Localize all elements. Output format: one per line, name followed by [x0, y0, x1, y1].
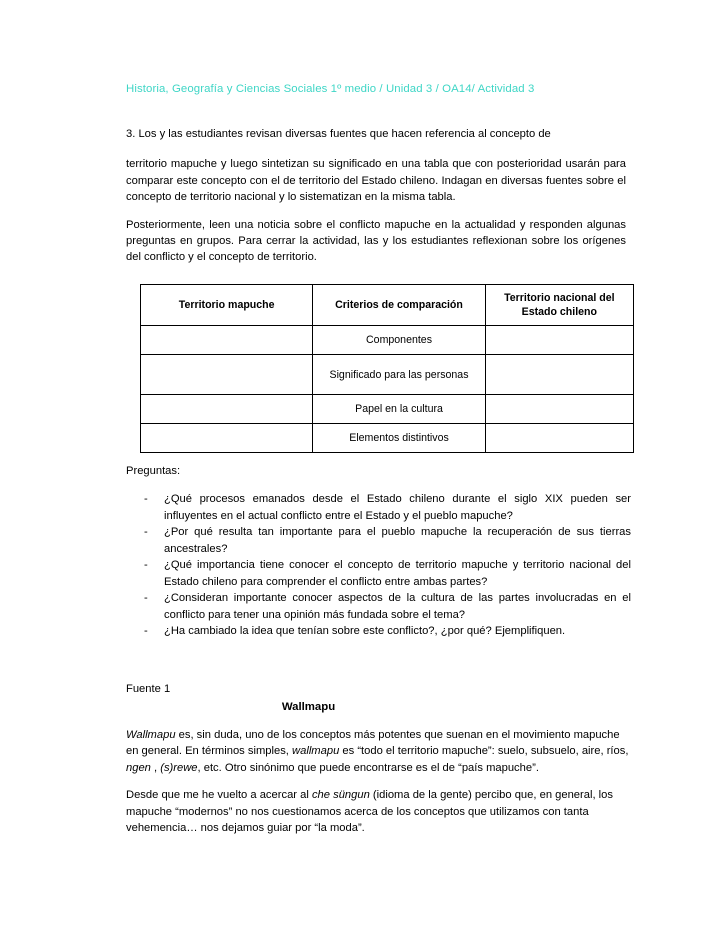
table-cell-left-significado[interactable] [141, 355, 313, 395]
bullet-dash-icon: - [144, 493, 148, 505]
question-text: ¿Qué procesos emanados desde el Estado chileno durante el siglo XIX pueden ser influyentes en el actual conflicto entre el Estado y el pueblo mapuche? [164, 493, 631, 522]
bullet-dash-icon: - [144, 625, 148, 637]
table-cell-criteria-papel: Papel en la cultura [313, 395, 485, 424]
list-item [126, 623, 631, 640]
comparison-table [140, 284, 634, 453]
source-text: Desde que me he vuelto a acercar al [126, 789, 312, 802]
table-cell-right-elementos[interactable] [485, 424, 633, 453]
source-text: es, sin duda, uno de los conceptos más potentes que suenan en el movimiento mapuche en general. En términos simples, [126, 729, 620, 758]
list-item [126, 590, 631, 623]
bullet-dash-icon: - [144, 592, 148, 604]
table-row [141, 424, 634, 453]
questions-section [126, 463, 631, 640]
questions-list [126, 491, 631, 640]
term-wallmapu-lower: wallmapu [292, 745, 340, 758]
table-cell-criteria-significado: Significado para las personas [313, 355, 485, 395]
document-header-breadcrumb: Historia, Geografía y Ciencias Sociales 1º medio / Unidad 3 / OA14/ Actividad 3 [126, 83, 535, 95]
term-che-sungun: che süngun [311, 789, 370, 802]
table-cell-left-elementos[interactable] [141, 424, 313, 453]
question-text: ¿Ha cambiado la idea que tenían sobre este conflicto?, ¿por qué? Ejemplifiquen. [164, 625, 566, 637]
list-item [126, 557, 631, 590]
table-cell-criteria-componentes: Componentes [313, 326, 485, 355]
term-srewe: (s)rewe [160, 761, 198, 774]
table-cell-right-significado[interactable] [485, 355, 633, 395]
term-ngen: ngen [126, 761, 151, 774]
list-item [126, 524, 631, 557]
table-cell-left-papel[interactable] [141, 395, 313, 424]
source-label: Fuente 1 [126, 683, 171, 695]
source-text: es “todo el territorio mapuche”: suelo, subsuelo, aire, ríos, [339, 745, 629, 758]
table-cell-right-papel[interactable] [485, 395, 633, 424]
intro-paragraph-2: territorio mapuche y luego sintetizan su significado en una tabla que con posterioridad usarán para comparar este concepto con el de territorio del Estado chileno. Indagan en diversas fuentes sobre el concepto de territorio nacional y lo sistematizan en la misma tabla. [126, 158, 626, 204]
question-text: ¿Consideran importante conocer aspectos de la cultura de las partes involucradas en el conflicto para tener una opinión más fundada sobre el tema? [164, 592, 631, 621]
comparison-table-container [140, 284, 634, 453]
table-cell-left-componentes[interactable] [141, 326, 313, 355]
source-text: (idioma de la gente) percibo que, en general, los mapuche “modernos” no nos cuestionamos acerca de los conceptos que utilizamos con tanta vehemencia… nos dejamos guiar por “la moda”. [126, 789, 613, 835]
source-text: , [150, 761, 161, 774]
table-row [141, 326, 634, 355]
term-wallmapu: Wallmapu [126, 729, 176, 741]
source-paragraph-1 [126, 727, 631, 776]
intro-paragraph-3: Posteriormente, leen una noticia sobre el conflicto mapuche en la actualidad y responden algunas preguntas en grupos. Para cerrar la actividad, las y los estudiantes reflexionan sobre los orígenes del conflicto y el concepto de territorio. [126, 218, 626, 264]
table-row [141, 355, 634, 395]
table-cell-criteria-elementos: Elementos distintivos [313, 424, 485, 453]
table-header-criterios-comparacion: Criterios de comparación [313, 285, 485, 326]
intro-paragraph-1: 3. Los y las estudiantes revisan diversas fuentes que hacen referencia al concepto de [126, 128, 551, 140]
question-text: ¿Por qué resulta tan importante para el pueblo mapuche la recuperación de sus tierras ancestrales? [164, 526, 631, 555]
source-section [126, 681, 631, 836]
table-header-territorio-mapuche: Territorio mapuche [141, 285, 313, 326]
intro-text-block [126, 126, 626, 266]
questions-label: Preguntas: [126, 465, 181, 477]
list-item [126, 491, 631, 524]
table-cell-right-componentes[interactable] [485, 326, 633, 355]
table-row [141, 395, 634, 424]
source-text: , etc. Otro sinónimo que puede encontrarse es el de “país mapuche”. [197, 761, 539, 774]
source-paragraph-2 [126, 787, 631, 836]
question-text: ¿Qué importancia tiene conocer el concepto de territorio mapuche y territorio nacional del Estado chileno para comprender el conflicto entre ambas partes? [164, 559, 631, 588]
bullet-dash-icon: - [144, 526, 148, 538]
source-title: Wallmapu [281, 701, 336, 713]
table-header-row [141, 285, 634, 326]
table-header-territorio-nacional: Territorio nacional del Estado chileno [485, 285, 633, 326]
bullet-dash-icon: - [144, 559, 148, 571]
